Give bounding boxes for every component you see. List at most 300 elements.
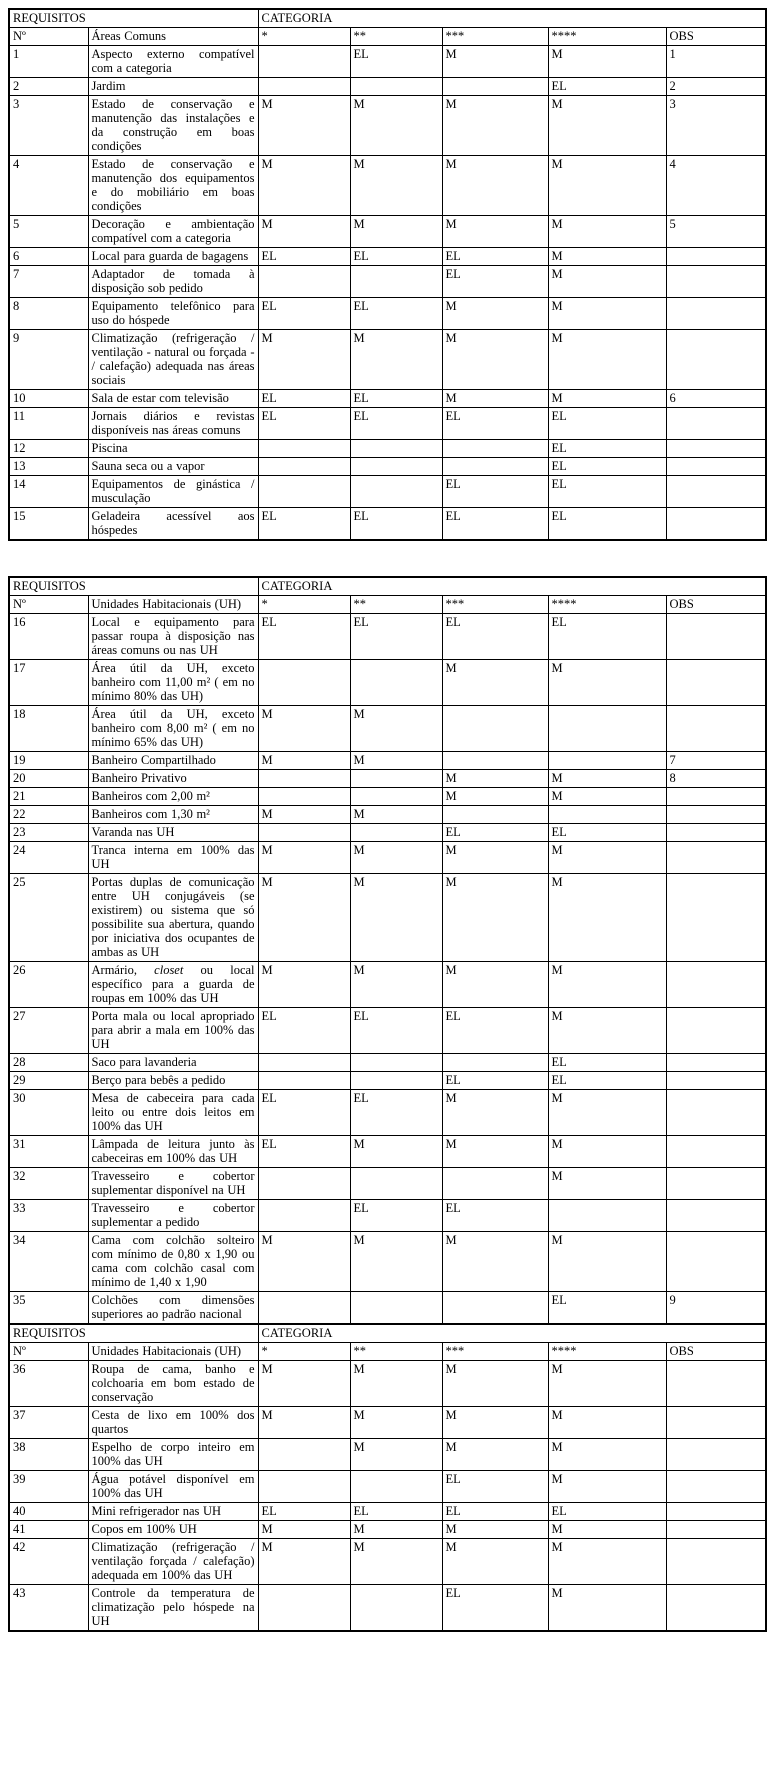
- requirement-row: [9, 806, 766, 824]
- table-gap: [8, 541, 776, 576]
- category-1-star-cell: [258, 476, 350, 508]
- obs-cell: [666, 962, 766, 1008]
- category-4-star-cell: M: [548, 1090, 666, 1136]
- col-header-3-star: ***: [442, 596, 548, 614]
- row-number-cell: 15: [9, 508, 88, 541]
- category-3-star-cell: M: [442, 216, 548, 248]
- category-4-star-cell: M: [548, 390, 666, 408]
- category-4-star-cell: EL: [548, 458, 666, 476]
- obs-cell: [666, 476, 766, 508]
- category-4-star-cell: M: [548, 156, 666, 216]
- table-areas-comuns: [8, 8, 767, 541]
- row-number-cell: 25: [9, 874, 88, 962]
- requirement-row: [9, 330, 766, 390]
- category-1-star-cell: [258, 266, 350, 298]
- requirement-cell: Jardim: [88, 78, 258, 96]
- obs-cell: 3: [666, 96, 766, 156]
- category-2-star-cell: M: [350, 1361, 442, 1407]
- requirement-cell: Equipamento telefônico para uso do hóspede: [88, 298, 258, 330]
- row-number-cell: 3: [9, 96, 88, 156]
- category-4-star-cell: [548, 1200, 666, 1232]
- requirement-row: [9, 96, 766, 156]
- requirement-cell: Sala de estar com televisão: [88, 390, 258, 408]
- category-3-star-cell: [442, 440, 548, 458]
- category-1-star-cell: [258, 1585, 350, 1632]
- obs-cell: 4: [666, 156, 766, 216]
- category-2-star-cell: M: [350, 156, 442, 216]
- requirement-row: [9, 1232, 766, 1292]
- category-3-star-cell: EL: [442, 1471, 548, 1503]
- requirement-cell: Água potável disponível em 100% das UH: [88, 1471, 258, 1503]
- requirement-row: [9, 874, 766, 962]
- requirement-row: [9, 440, 766, 458]
- col-header-1-star: *: [258, 1343, 350, 1361]
- category-4-star-cell: [548, 706, 666, 752]
- category-4-star-cell: M: [548, 1407, 666, 1439]
- obs-cell: 7: [666, 752, 766, 770]
- category-1-star-cell: [258, 1292, 350, 1325]
- requirement-cell: Espelho de corpo inteiro em 100% das UH: [88, 1439, 258, 1471]
- category-1-star-cell: M: [258, 96, 350, 156]
- category-3-star-cell: [442, 458, 548, 476]
- obs-cell: 8: [666, 770, 766, 788]
- category-4-star-cell: M: [548, 298, 666, 330]
- categoria-header: CATEGORIA: [258, 577, 766, 596]
- row-number-cell: 17: [9, 660, 88, 706]
- requirement-cell: Controle da temperatura de climatização pelo hóspede na UH: [88, 1585, 258, 1632]
- obs-cell: [666, 1503, 766, 1521]
- requirement-row: [9, 458, 766, 476]
- requirement-row: [9, 788, 766, 806]
- category-3-star-cell: M: [442, 1136, 548, 1168]
- header-row-groups: [9, 9, 766, 28]
- requirement-cell: Decoração e ambientação compatível com a categoria: [88, 216, 258, 248]
- row-number-cell: 2: [9, 78, 88, 96]
- category-3-star-cell: EL: [442, 1585, 548, 1632]
- row-number-cell: 39: [9, 1471, 88, 1503]
- requirement-cell: Travesseiro e cobertor suplementar disponível na UH: [88, 1168, 258, 1200]
- row-number-cell: 43: [9, 1585, 88, 1632]
- category-3-star-cell: M: [442, 46, 548, 78]
- requirement-cell: Lâmpada de leitura junto às cabeceiras em 100% das UH: [88, 1136, 258, 1168]
- row-number-cell: 7: [9, 266, 88, 298]
- category-1-star-cell: [258, 824, 350, 842]
- document: [8, 8, 776, 1632]
- category-2-star-cell: M: [350, 1521, 442, 1539]
- col-header-obs: OBS: [666, 1343, 766, 1361]
- requirement-row: [9, 842, 766, 874]
- requirement-row: [9, 298, 766, 330]
- category-4-star-cell: M: [548, 1471, 666, 1503]
- category-1-star-cell: [258, 1168, 350, 1200]
- category-3-star-cell: [442, 1292, 548, 1325]
- row-number-cell: 32: [9, 1168, 88, 1200]
- requirement-row: [9, 408, 766, 440]
- requirement-row: [9, 1168, 766, 1200]
- requirement-row: [9, 614, 766, 660]
- col-header-section: Áreas Comuns: [88, 28, 258, 46]
- table-unidades-habitacionais-a: [8, 576, 767, 1325]
- category-4-star-cell: M: [548, 1585, 666, 1632]
- category-3-star-cell: M: [442, 1232, 548, 1292]
- requirement-text-italic: closet: [154, 963, 184, 977]
- row-number-cell: 1: [9, 46, 88, 78]
- category-2-star-cell: EL: [350, 614, 442, 660]
- obs-cell: [666, 614, 766, 660]
- category-2-star-cell: M: [350, 216, 442, 248]
- requirement-row: [9, 1439, 766, 1471]
- category-3-star-cell: EL: [442, 1503, 548, 1521]
- category-4-star-cell: M: [548, 874, 666, 962]
- col-header-section: Unidades Habitacionais (UH): [88, 596, 258, 614]
- category-1-star-cell: M: [258, 874, 350, 962]
- category-1-star-cell: EL: [258, 1090, 350, 1136]
- category-1-star-cell: EL: [258, 248, 350, 266]
- category-1-star-cell: EL: [258, 1136, 350, 1168]
- category-1-star-cell: [258, 1439, 350, 1471]
- requirement-cell: Geladeira acessível aos hóspedes: [88, 508, 258, 541]
- category-2-star-cell: [350, 1168, 442, 1200]
- obs-cell: [666, 842, 766, 874]
- row-number-cell: 20: [9, 770, 88, 788]
- category-3-star-cell: M: [442, 1439, 548, 1471]
- category-4-star-cell: M: [548, 266, 666, 298]
- category-4-star-cell: EL: [548, 1054, 666, 1072]
- obs-cell: [666, 458, 766, 476]
- row-number-cell: 16: [9, 614, 88, 660]
- requirement-row: [9, 770, 766, 788]
- row-number-cell: 5: [9, 216, 88, 248]
- row-number-cell: 11: [9, 408, 88, 440]
- category-1-star-cell: [258, 1072, 350, 1090]
- requirement-cell: Roupa de cama, banho e colchoaria em bom estado de conservação: [88, 1361, 258, 1407]
- category-1-star-cell: EL: [258, 408, 350, 440]
- category-2-star-cell: [350, 458, 442, 476]
- requisitos-header: REQUISITOS: [9, 9, 258, 28]
- table-head: [9, 9, 766, 46]
- row-number-cell: 4: [9, 156, 88, 216]
- table-unidades-habitacionais-b: [8, 1323, 767, 1632]
- row-number-cell: 10: [9, 390, 88, 408]
- requisitos-header: REQUISITOS: [9, 1324, 258, 1343]
- requirement-cell: Cama com colchão solteiro com mínimo de 0,80 x 1,90 ou cama com colchão casal com mínimo de 1,40 x 1,90: [88, 1232, 258, 1292]
- category-2-star-cell: [350, 476, 442, 508]
- col-header-4-star: ****: [548, 28, 666, 46]
- category-2-star-cell: EL: [350, 408, 442, 440]
- category-4-star-cell: M: [548, 1439, 666, 1471]
- requirement-cell: Local e equipamento para passar roupa à disposição nas áreas comuns ou nas UH: [88, 614, 258, 660]
- category-4-star-cell: M: [548, 1168, 666, 1200]
- row-number-cell: 35: [9, 1292, 88, 1325]
- requirement-row: [9, 1471, 766, 1503]
- row-number-cell: 12: [9, 440, 88, 458]
- category-2-star-cell: M: [350, 1539, 442, 1585]
- row-number-cell: 19: [9, 752, 88, 770]
- category-2-star-cell: [350, 1585, 442, 1632]
- requirement-cell: Local para guarda de bagagens: [88, 248, 258, 266]
- obs-cell: [666, 1200, 766, 1232]
- obs-cell: [666, 508, 766, 541]
- category-3-star-cell: M: [442, 1521, 548, 1539]
- requirement-text: Armário,: [91, 963, 155, 977]
- header-row-groups: [9, 577, 766, 596]
- category-3-star-cell: EL: [442, 1200, 548, 1232]
- category-2-star-cell: EL: [350, 298, 442, 330]
- col-header-1-star: *: [258, 28, 350, 46]
- requirement-cell: Adaptador de tomada à disposição sob pedido: [88, 266, 258, 298]
- requirement-row: [9, 1136, 766, 1168]
- category-4-star-cell: M: [548, 1361, 666, 1407]
- obs-cell: [666, 440, 766, 458]
- category-4-star-cell: M: [548, 216, 666, 248]
- col-header-section: Unidades Habitacionais (UH): [88, 1343, 258, 1361]
- obs-cell: [666, 1539, 766, 1585]
- requirement-cell: Banheiro Compartilhado: [88, 752, 258, 770]
- requirement-row: [9, 1008, 766, 1054]
- category-3-star-cell: M: [442, 96, 548, 156]
- obs-cell: [666, 1585, 766, 1632]
- category-1-star-cell: M: [258, 330, 350, 390]
- requirement-cell: Mesa de cabeceira para cada leito ou entre dois leitos em 100% das UH: [88, 1090, 258, 1136]
- category-2-star-cell: M: [350, 806, 442, 824]
- requirement-row: [9, 1292, 766, 1325]
- row-number-cell: 40: [9, 1503, 88, 1521]
- category-2-star-cell: [350, 788, 442, 806]
- row-number-cell: 29: [9, 1072, 88, 1090]
- category-3-star-cell: M: [442, 962, 548, 1008]
- requirement-cell: Climatização (refrigeração / ventilação - natural ou forçada - / calefação) adequada nas áreas sociais: [88, 330, 258, 390]
- category-1-star-cell: [258, 788, 350, 806]
- obs-cell: [666, 1471, 766, 1503]
- requirement-cell: Travesseiro e cobertor suplementar a pedido: [88, 1200, 258, 1232]
- obs-cell: 2: [666, 78, 766, 96]
- table-body: [9, 46, 766, 541]
- category-3-star-cell: EL: [442, 1072, 548, 1090]
- obs-cell: [666, 824, 766, 842]
- category-1-star-cell: M: [258, 706, 350, 752]
- category-1-star-cell: M: [258, 216, 350, 248]
- category-4-star-cell: M: [548, 770, 666, 788]
- requirement-row: [9, 752, 766, 770]
- category-3-star-cell: M: [442, 1539, 548, 1585]
- requirement-cell: Varanda nas UH: [88, 824, 258, 842]
- obs-cell: [666, 1232, 766, 1292]
- category-1-star-cell: [258, 458, 350, 476]
- requirement-cell: Área útil da UH, exceto banheiro com 8,00 m² ( em no mínimo 65% das UH): [88, 706, 258, 752]
- category-4-star-cell: EL: [548, 824, 666, 842]
- obs-cell: 9: [666, 1292, 766, 1325]
- category-2-star-cell: EL: [350, 1090, 442, 1136]
- category-4-star-cell: EL: [548, 508, 666, 541]
- category-2-star-cell: EL: [350, 248, 442, 266]
- row-number-cell: 38: [9, 1439, 88, 1471]
- category-3-star-cell: EL: [442, 614, 548, 660]
- col-header-4-star: ****: [548, 1343, 666, 1361]
- col-header-3-star: ***: [442, 1343, 548, 1361]
- row-number-cell: 8: [9, 298, 88, 330]
- category-3-star-cell: M: [442, 874, 548, 962]
- requirement-row: [9, 1521, 766, 1539]
- category-4-star-cell: M: [548, 788, 666, 806]
- obs-cell: [666, 1054, 766, 1072]
- category-2-star-cell: EL: [350, 508, 442, 541]
- obs-cell: 6: [666, 390, 766, 408]
- obs-cell: [666, 408, 766, 440]
- category-3-star-cell: EL: [442, 508, 548, 541]
- obs-cell: [666, 1008, 766, 1054]
- requirement-cell: Copos em 100% UH: [88, 1521, 258, 1539]
- table-body: [9, 614, 766, 1325]
- requirement-row: [9, 156, 766, 216]
- category-3-star-cell: M: [442, 390, 548, 408]
- requirement-cell: Berço para bebês a pedido: [88, 1072, 258, 1090]
- category-3-star-cell: [442, 1168, 548, 1200]
- category-2-star-cell: M: [350, 752, 442, 770]
- requirement-row: [9, 476, 766, 508]
- requirement-row: [9, 390, 766, 408]
- requirement-row: [9, 660, 766, 706]
- obs-cell: [666, 1136, 766, 1168]
- category-3-star-cell: M: [442, 842, 548, 874]
- requirement-cell: Tranca interna em 100% das UH: [88, 842, 258, 874]
- obs-cell: [666, 660, 766, 706]
- requirement-row: [9, 216, 766, 248]
- category-3-star-cell: EL: [442, 248, 548, 266]
- category-2-star-cell: [350, 78, 442, 96]
- requirement-cell: Portas duplas de comunicação entre UH conjugáveis (se existirem) ou sistema que só possibilite sua abertura, quando por iniciativa dos ocupantes de ambas as UH: [88, 874, 258, 962]
- requirement-cell: Cesta de lixo em 100% dos quartos: [88, 1407, 258, 1439]
- requirement-cell: Colchões com dimensões superiores ao padrão nacional: [88, 1292, 258, 1325]
- obs-cell: [666, 248, 766, 266]
- row-number-cell: 27: [9, 1008, 88, 1054]
- col-header-numero: Nº: [9, 1343, 88, 1361]
- category-4-star-cell: M: [548, 1232, 666, 1292]
- row-number-cell: 18: [9, 706, 88, 752]
- col-header-1-star: *: [258, 596, 350, 614]
- requirement-cell: Estado de conservação e manutenção das instalações e da construção em boas condições: [88, 96, 258, 156]
- obs-cell: [666, 1361, 766, 1407]
- category-4-star-cell: EL: [548, 1292, 666, 1325]
- row-number-cell: 24: [9, 842, 88, 874]
- header-row-groups: [9, 1324, 766, 1343]
- category-4-star-cell: EL: [548, 476, 666, 508]
- category-3-star-cell: M: [442, 660, 548, 706]
- requisitos-header: REQUISITOS: [9, 577, 258, 596]
- col-header-obs: OBS: [666, 596, 766, 614]
- category-3-star-cell: [442, 706, 548, 752]
- category-3-star-cell: M: [442, 1361, 548, 1407]
- row-number-cell: 23: [9, 824, 88, 842]
- category-1-star-cell: [258, 770, 350, 788]
- table-head: [9, 577, 766, 614]
- category-1-star-cell: [258, 1054, 350, 1072]
- category-2-star-cell: M: [350, 706, 442, 752]
- requirement-row: [9, 248, 766, 266]
- row-number-cell: 33: [9, 1200, 88, 1232]
- category-1-star-cell: M: [258, 752, 350, 770]
- category-2-star-cell: EL: [350, 390, 442, 408]
- requirement-cell: Jornais diários e revistas disponíveis nas áreas comuns: [88, 408, 258, 440]
- obs-cell: [666, 298, 766, 330]
- category-3-star-cell: [442, 78, 548, 96]
- requirement-row: [9, 1407, 766, 1439]
- category-1-star-cell: M: [258, 156, 350, 216]
- category-2-star-cell: M: [350, 1232, 442, 1292]
- obs-cell: [666, 1439, 766, 1471]
- category-4-star-cell: M: [548, 1539, 666, 1585]
- category-3-star-cell: M: [442, 788, 548, 806]
- category-1-star-cell: M: [258, 1521, 350, 1539]
- col-header-4-star: ****: [548, 596, 666, 614]
- col-header-2-star: **: [350, 596, 442, 614]
- category-2-star-cell: [350, 1471, 442, 1503]
- table-head: [9, 1324, 766, 1361]
- category-2-star-cell: M: [350, 1439, 442, 1471]
- category-3-star-cell: M: [442, 1407, 548, 1439]
- requirement-cell: Mini refrigerador nas UH: [88, 1503, 258, 1521]
- requirement-row: [9, 962, 766, 1008]
- obs-cell: [666, 330, 766, 390]
- category-4-star-cell: M: [548, 96, 666, 156]
- row-number-cell: 28: [9, 1054, 88, 1072]
- category-1-star-cell: EL: [258, 614, 350, 660]
- category-3-star-cell: M: [442, 298, 548, 330]
- requirement-row: [9, 46, 766, 78]
- category-3-star-cell: [442, 752, 548, 770]
- obs-cell: [666, 706, 766, 752]
- category-2-star-cell: M: [350, 1136, 442, 1168]
- row-number-cell: 14: [9, 476, 88, 508]
- category-2-star-cell: M: [350, 874, 442, 962]
- header-row-columns: [9, 1343, 766, 1361]
- category-2-star-cell: EL: [350, 46, 442, 78]
- requirement-row: [9, 1503, 766, 1521]
- category-2-star-cell: [350, 660, 442, 706]
- requirement-row: [9, 1200, 766, 1232]
- requirement-cell: Banheiro Privativo: [88, 770, 258, 788]
- obs-cell: [666, 1407, 766, 1439]
- requirement-cell: [88, 962, 258, 1008]
- category-1-star-cell: EL: [258, 508, 350, 541]
- category-4-star-cell: EL: [548, 440, 666, 458]
- col-header-numero: Nº: [9, 28, 88, 46]
- category-2-star-cell: [350, 440, 442, 458]
- category-1-star-cell: M: [258, 842, 350, 874]
- category-4-star-cell: M: [548, 1136, 666, 1168]
- category-2-star-cell: [350, 824, 442, 842]
- category-2-star-cell: [350, 1054, 442, 1072]
- obs-cell: [666, 788, 766, 806]
- row-number-cell: 36: [9, 1361, 88, 1407]
- category-3-star-cell: EL: [442, 1008, 548, 1054]
- category-4-star-cell: [548, 752, 666, 770]
- category-4-star-cell: M: [548, 1521, 666, 1539]
- category-1-star-cell: M: [258, 1232, 350, 1292]
- category-4-star-cell: EL: [548, 78, 666, 96]
- category-4-star-cell: M: [548, 962, 666, 1008]
- row-number-cell: 13: [9, 458, 88, 476]
- row-number-cell: 22: [9, 806, 88, 824]
- category-4-star-cell: M: [548, 1008, 666, 1054]
- obs-cell: 1: [666, 46, 766, 78]
- category-2-star-cell: EL: [350, 1503, 442, 1521]
- category-1-star-cell: M: [258, 962, 350, 1008]
- requirement-text: ou local específico para a guarda de roupas em 100% das UH: [91, 963, 255, 1005]
- category-4-star-cell: M: [548, 842, 666, 874]
- row-number-cell: 21: [9, 788, 88, 806]
- header-row-columns: [9, 28, 766, 46]
- categoria-header: CATEGORIA: [258, 9, 766, 28]
